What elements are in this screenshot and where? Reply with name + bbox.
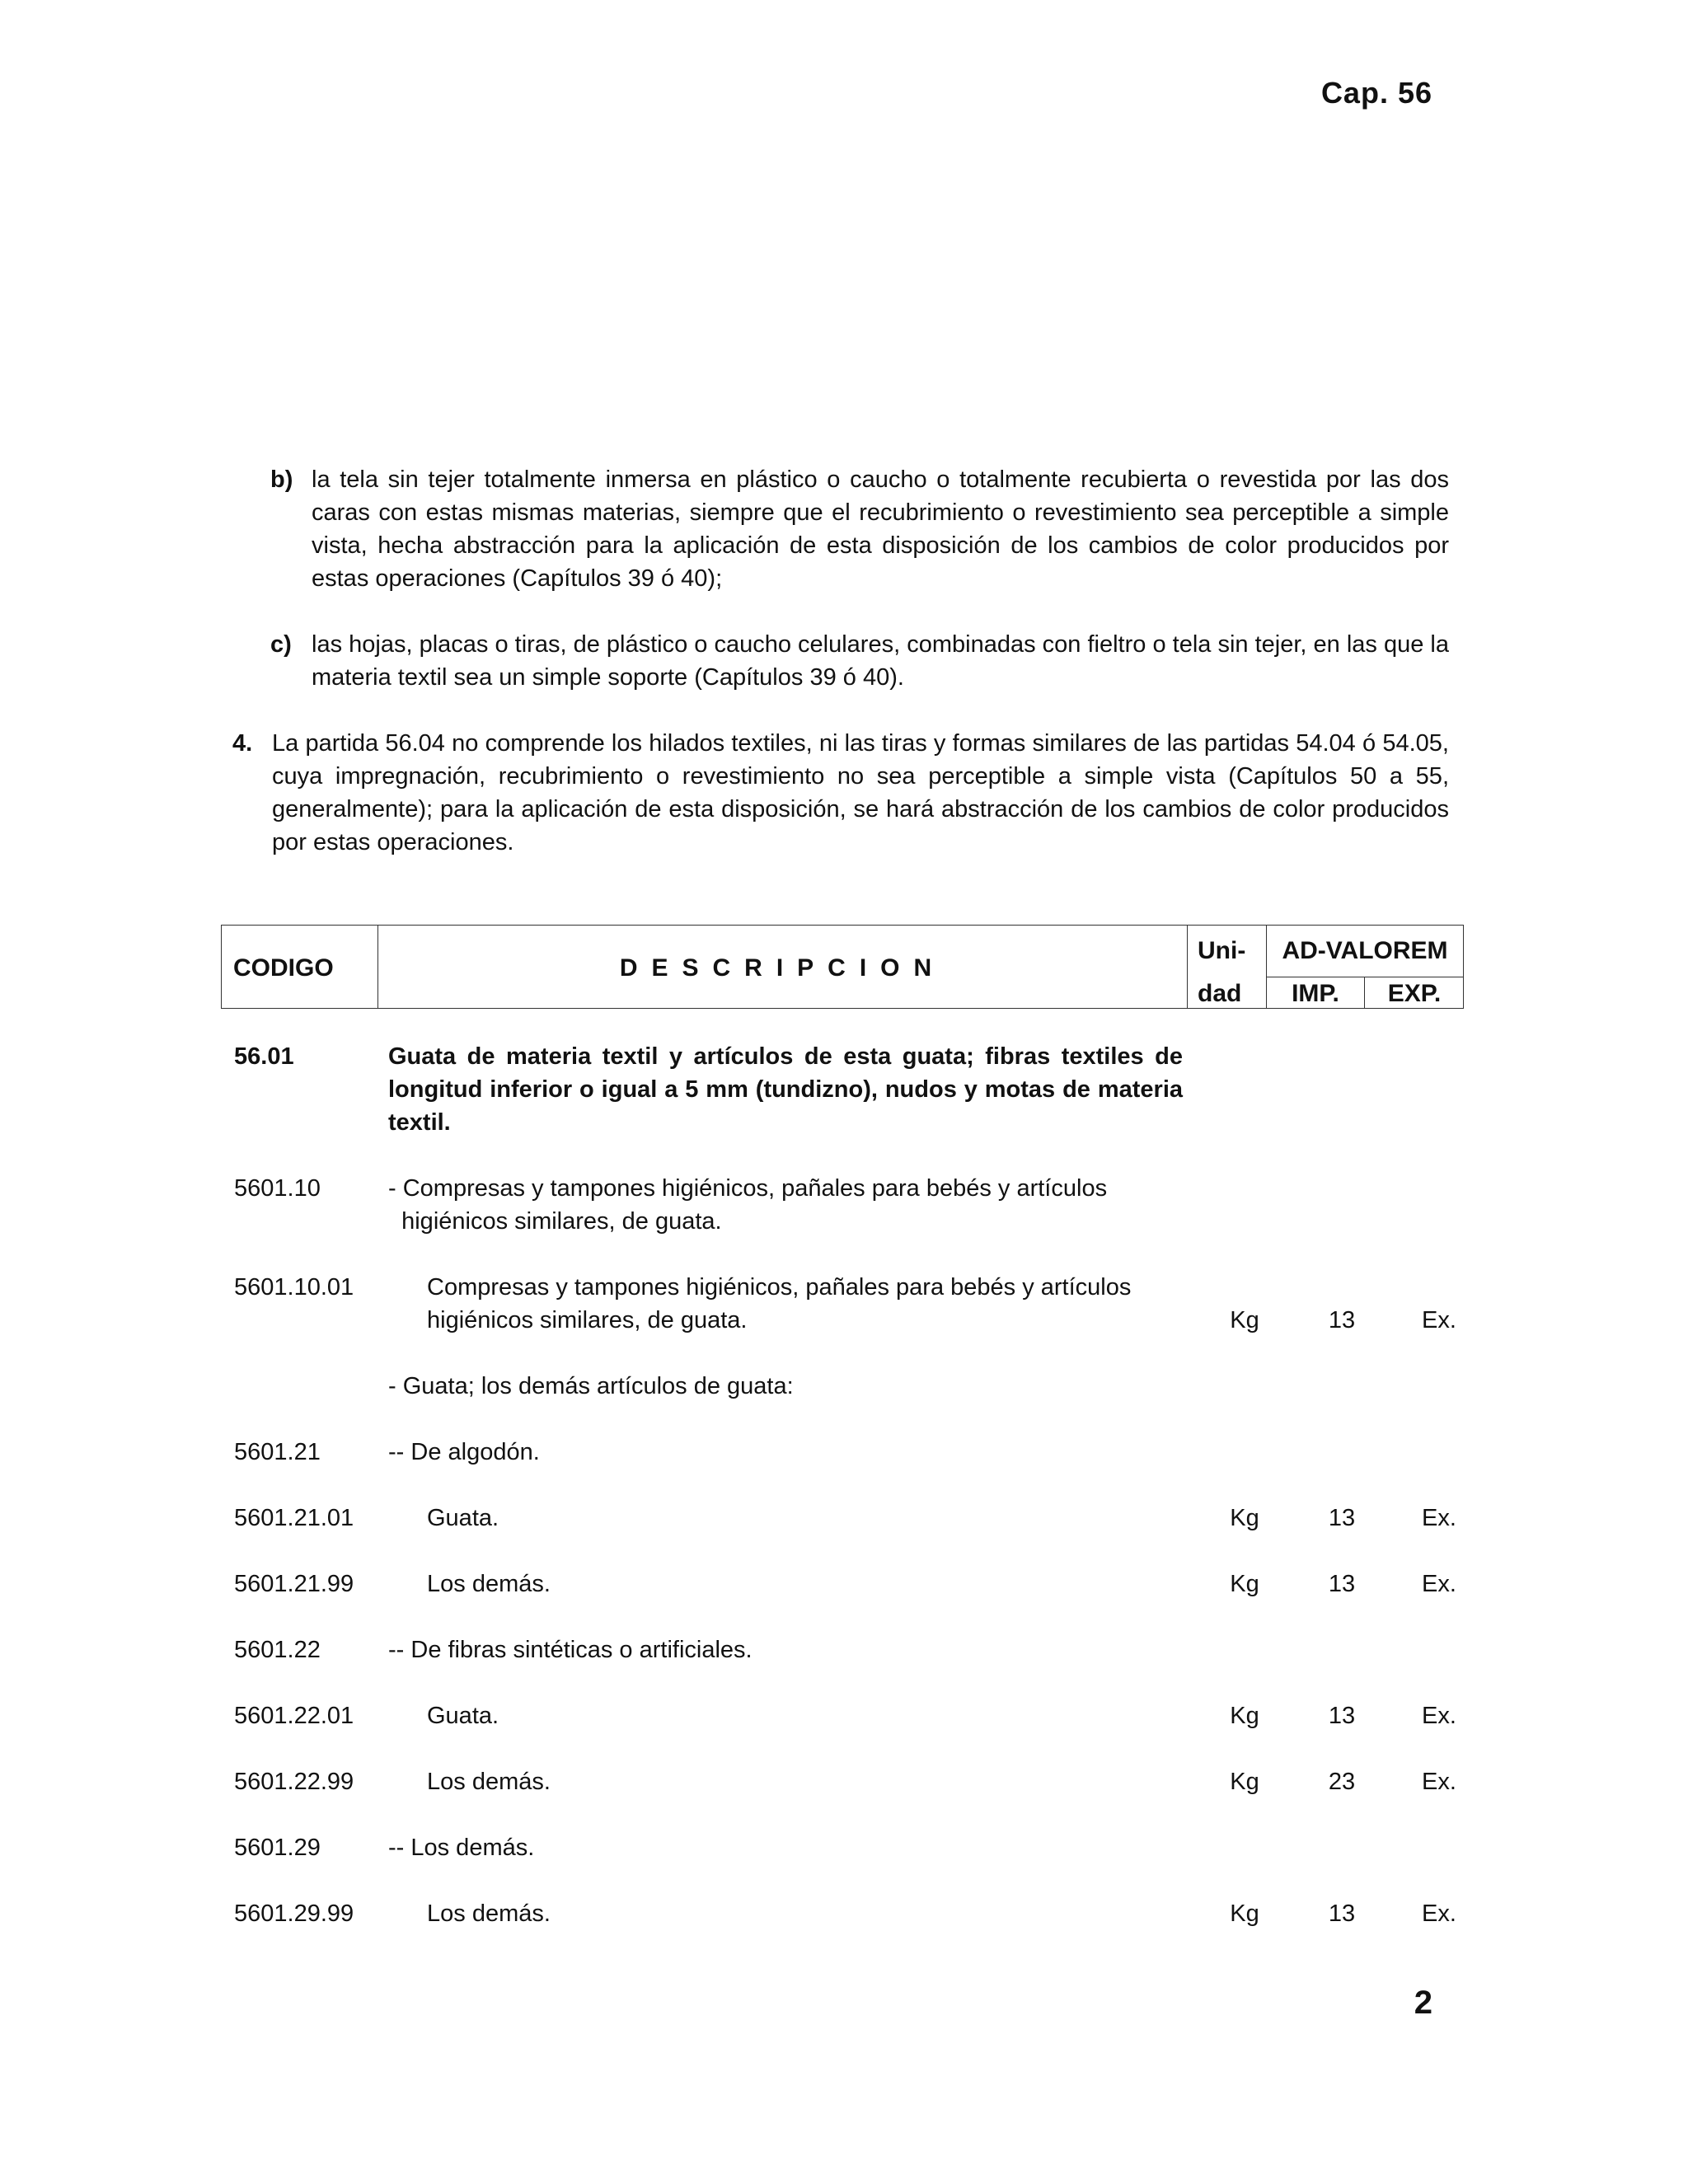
row-unit: Kg [1230,1505,1259,1531]
row-code: 5601.10.01 [234,1274,354,1301]
note-4-label: 4. [232,730,253,757]
note-b-text: la tela sin tejer totalmente inmersa en plástico o caucho o totalmente recubierta o revestida por las dos caras con estas mismas materias, siempre que el recubrimiento o revestimiento sea perceptible a simple vista, hecha abstracción para la aplicación de esta disposición de los cambios de color producidos por estas operaciones (Capítulos 39 ó 40); [312,466,1449,592]
row-description: Los demás. [427,1769,551,1795]
header-codigo-cell [222,926,378,1008]
page-number: 2 [1414,1985,1432,2021]
header-ad-valorem: AD-VALOREM [1267,937,1463,977]
note-b [270,463,1449,595]
header-unidad-cell [1188,926,1267,1008]
row-code: 5601.22.99 [234,1769,354,1795]
header-descripcion: DESCRIPCION [619,954,946,982]
header-imp: IMP. [1292,980,1339,1007]
row-description: -- De algodón. [388,1439,540,1465]
row-code: 5601.21.01 [234,1505,354,1531]
note-4-text: La partida 56.04 no comprende los hilados textiles, ni las tiras y formas similares de las partidas 54.04 ó 54.05, cuya impregnación, recubrimiento o revestimiento no sea perceptible a simple vista (Capítulos 50 a 55, generalmente); para la aplicación de esta disposición, se hará abstracción de los cambios de color producidos por estas operaciones. [272,730,1449,855]
row-code: 5601.29.99 [234,1900,354,1927]
row-unit: Kg [1230,1769,1259,1795]
row-exp: Ex. [1422,1900,1456,1927]
header-unidad-line2: dad [1198,980,1242,1007]
row-description: - Compresas y tampones higiénicos, pañales para bebés y artículos higiénicos similares, de guata. [388,1175,1108,1235]
row-description: Compresas y tampones higiénicos, pañales para bebés y artículos higiénicos similares, de guata. [427,1274,1132,1333]
note-4 [232,727,1449,859]
table-header [221,925,1464,1009]
row-exp: Ex. [1422,1307,1456,1333]
row-description: Los demás. [427,1900,551,1927]
header-codigo: CODIGO [233,954,334,982]
row-imp: 23 [1328,1769,1356,1795]
row-description: -- Los demás. [388,1835,535,1861]
row-code: 5601.10 [234,1175,321,1202]
row-description: Guata de materia textil y artículos de esta guata; fibras textiles de longitud inferior o igual a 5 mm (tundizno), nudos y motas de materia textil. [388,1043,1183,1136]
note-b-label: b) [270,466,293,493]
row-code: 5601.22 [234,1637,321,1663]
row-exp: Ex. [1422,1505,1456,1531]
row-description: Guata. [427,1505,499,1531]
row-unit: Kg [1230,1703,1259,1729]
row-description: Guata. [427,1703,499,1729]
row-unit: Kg [1230,1307,1259,1333]
header-unidad-line1: Uni- [1198,937,1246,964]
row-code: 56.01 [234,1043,294,1070]
header-exp: EXP. [1387,980,1442,1007]
row-code: 5601.21.99 [234,1571,354,1597]
row-imp: 13 [1328,1703,1356,1729]
row-exp: Ex. [1422,1703,1456,1729]
row-exp: Ex. [1422,1571,1456,1597]
row-description: -- De fibras sintéticas o artificiales. [388,1637,753,1663]
row-code: 5601.22.01 [234,1703,354,1729]
row-imp: 13 [1328,1900,1356,1927]
header-descripcion-cell [378,926,1188,1008]
header-ad-valorem-cell [1267,926,1463,1008]
row-imp: 13 [1328,1307,1356,1333]
row-unit: Kg [1230,1900,1259,1927]
row-code: 5601.29 [234,1835,321,1861]
row-description: - Guata; los demás artículos de guata: [388,1373,794,1399]
note-c-text: las hojas, placas o tiras, de plástico o caucho celulares, combinadas con fieltro o tela sin tejer, en las que la materia textil sea un simple soporte (Capítulos 39 ó 40). [312,631,1449,691]
chapter-header: Cap. 56 [1320,76,1432,110]
row-exp: Ex. [1422,1769,1456,1795]
row-imp: 13 [1328,1505,1356,1531]
row-imp: 13 [1328,1571,1356,1597]
row-code: 5601.21 [234,1439,321,1465]
header-divider [1364,977,1365,1008]
note-c-label: c) [270,631,292,658]
note-c [270,628,1449,694]
row-description: Los demás. [427,1571,551,1597]
row-unit: Kg [1230,1571,1259,1597]
